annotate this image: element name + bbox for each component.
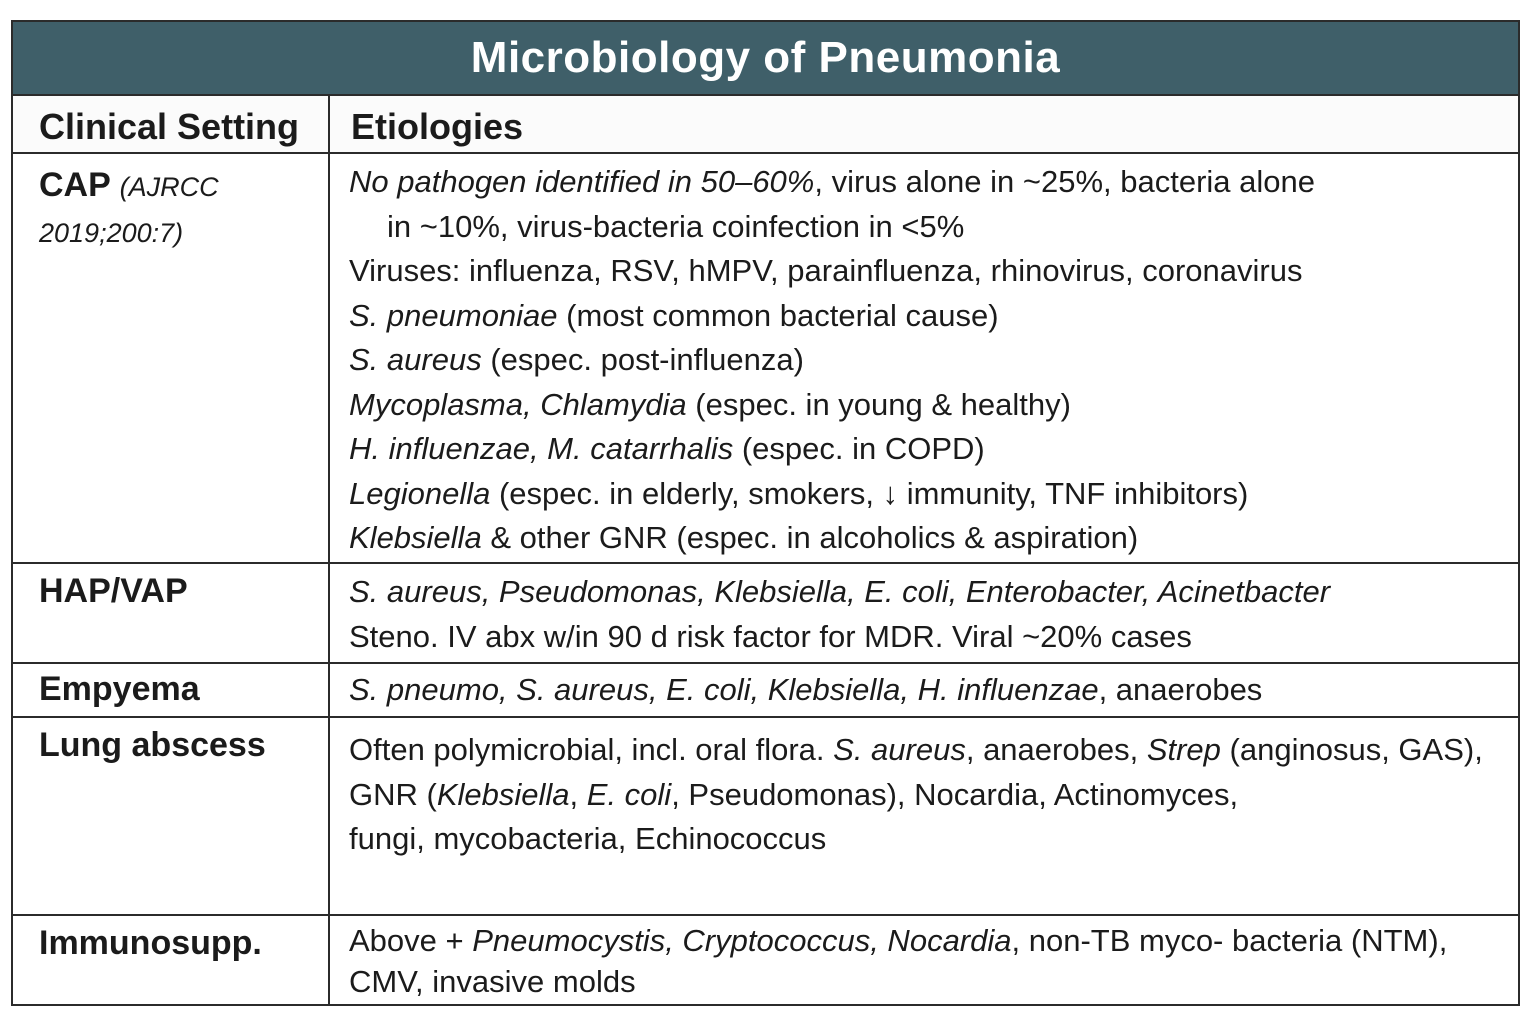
etiology-line: Often polymicrobial, incl. oral flora. S. aureus, anaerobes, Strep (anginosus, GAS), <box>349 732 1483 767</box>
setting-lung-abscess: Lung abscess <box>39 726 266 764</box>
row-immunosupp <box>13 916 1518 1004</box>
row-hap-vap <box>13 564 1518 664</box>
setting-immunosupp: Immunosupp. <box>39 924 262 962</box>
header-row <box>13 96 1518 154</box>
etiology-line: S. pneumo, S. aureus, E. coli, Klebsiella, H. influenzae, anaerobes <box>349 672 1263 707</box>
etiology-line: CMV, invasive molds <box>349 964 636 999</box>
setting-empyema: Empyema <box>39 670 200 708</box>
row-lung-abscess <box>13 718 1518 916</box>
setting-cap <box>39 162 309 254</box>
table-title-bar <box>13 22 1518 96</box>
etiology-line: Viruses: influenza, RSV, hMPV, parainfluenza, rhinovirus, coronavirus <box>349 253 1303 288</box>
etiology-line: Legionella (espec. in elderly, smokers, ↓ immunity, TNF inhibitors) <box>349 475 1249 511</box>
etiologies-immunosupp <box>349 920 1510 1002</box>
etiology-line: Mycoplasma, Chlamydia (espec. in young & healthy) <box>349 386 1071 422</box>
etiology-line: No pathogen identified in 50–60%, virus alone in ~25%, bacteria alone <box>349 164 1315 199</box>
etiologies-lung-abscess <box>349 728 1510 862</box>
row-cap <box>13 154 1518 564</box>
setting-hap-vap: HAP/VAP <box>39 572 188 610</box>
etiologies-hap-vap <box>349 570 1510 659</box>
etiology-line: in ~10%, virus-bacteria coinfection in <5% <box>387 208 965 244</box>
etiology-line: GNR (Klebsiella, E. coli, Pseudomonas), Nocardia, Actinomyces, <box>349 776 1239 812</box>
etiology-line: S. pneumoniae (most common bacterial cause) <box>349 297 999 333</box>
etiologies-empyema <box>349 668 1510 713</box>
header-clinical-setting: Clinical Setting <box>39 106 300 147</box>
setting-citation: (AJRCC 2019;200:7) <box>39 172 219 248</box>
setting-label: CAP <box>39 166 111 204</box>
etiology-line: S. aureus (espec. post-influenza) <box>349 342 804 377</box>
table-title: Microbiology of Pneumonia <box>470 33 1061 82</box>
row-empyema <box>13 664 1518 718</box>
column-divider <box>328 96 330 1006</box>
etiology-line: S. aureus, Pseudomonas, Klebsiella, E. coli, Enterobacter, Acinetbacter <box>349 574 1331 609</box>
etiology-line: Steno. IV abx w/in 90 d risk factor for MDR. Viral ~20% cases <box>349 618 1192 654</box>
header-etiologies: Etiologies <box>351 106 524 147</box>
etiology-line: Above + Pneumocystis, Cryptococcus, Nocardia, non-TB myco- bacteria (NTM), <box>349 923 1448 958</box>
etiology-line: fungi, mycobacteria, Echinococcus <box>349 821 827 856</box>
etiology-line: H. influenzae, M. catarrhalis (espec. in COPD) <box>349 431 985 466</box>
pneumonia-table <box>11 20 1520 1006</box>
etiologies-cap <box>349 160 1510 561</box>
etiology-line: Klebsiella & other GNR (espec. in alcoholics & aspiration) <box>349 520 1139 555</box>
